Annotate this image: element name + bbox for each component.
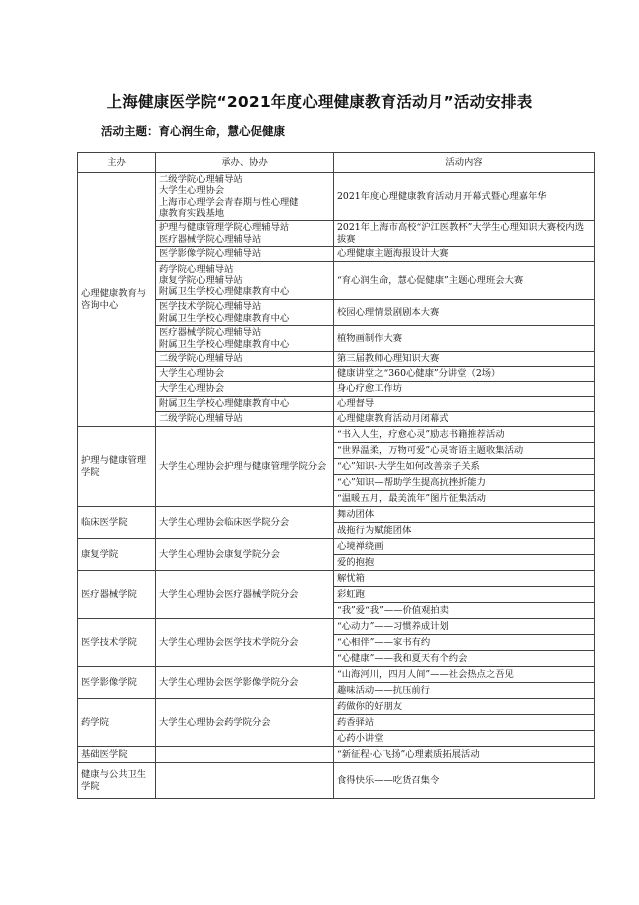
main-organizer: 心理健康教育与咨询中心: [78, 173, 156, 427]
activity: “心”知识-大学生如何改善亲子关系: [334, 459, 595, 475]
activity: 植物画制作大赛: [334, 326, 595, 352]
activity: 彩虹跑: [334, 587, 595, 603]
table-header-row: [78, 153, 595, 173]
activity: 身心疗愈工作坊: [334, 382, 595, 397]
activity: 心药小讲堂: [334, 731, 595, 747]
table-row: [78, 507, 595, 523]
co-organizer: 医学技术学院心理辅导站 附属卫生学校心理健康教育中心: [156, 300, 334, 326]
co-organizer: 二级学院心理辅导站: [156, 352, 334, 367]
activity: “我”爱“我”——价值观拍卖: [334, 603, 595, 619]
activity-theme: 活动主题：育心润生命，慧心促健康: [101, 124, 285, 138]
main-organizer: 基础医学院: [78, 747, 156, 763]
activity: “山海河川，四月人间”——社会热点之吾见: [334, 667, 595, 683]
activity: 解忧箱: [334, 571, 595, 587]
header-activity: 活动内容: [334, 153, 595, 173]
table-row: [78, 262, 595, 300]
table-row: [78, 247, 595, 262]
table-row: [78, 427, 595, 443]
main-organizer: 医学影像学院: [78, 667, 156, 699]
table-row: [78, 619, 595, 635]
table-row: [78, 173, 595, 221]
header-co: 承办、协办: [156, 153, 334, 173]
table-row: [78, 699, 595, 715]
co-organizer: 护理与健康管理学院心理辅导站 医疗器械学院心理辅导站: [156, 221, 334, 247]
table-row: [78, 397, 595, 412]
activity: “心健康”——我和夏天有个约会: [334, 651, 595, 667]
activity: 心理健康教育活动月闭幕式: [334, 412, 595, 427]
activity: 心理健康主题海报设计大赛: [334, 247, 595, 262]
co-organizer: 药学院心理辅导站 康复学院心理辅导站 附属卫生学校心理健康教育中心: [156, 262, 334, 300]
header-main: 主办: [78, 153, 156, 173]
co-organizer: 二级学院心理辅导站 大学生心理协会 上海市心理学会青春期与性心理健 康教育实践基地: [156, 173, 334, 221]
co-organizer: 大学生心理协会: [156, 367, 334, 382]
activity: 舞动团体: [334, 507, 595, 523]
table-row: [78, 747, 595, 763]
activity: 健康讲堂之“360心健康”分讲堂（2场）: [334, 367, 595, 382]
table-row: [78, 300, 595, 326]
co-organizer: 医疗器械学院心理辅导站 附属卫生学校心理健康教育中心: [156, 326, 334, 352]
co-organizer: [156, 763, 334, 799]
table-row: [78, 539, 595, 555]
main-organizer: 康复学院: [78, 539, 156, 571]
co-organizer: 大学生心理协会临床医学院分会: [156, 507, 334, 539]
activity: “心”知识—帮助学生提高抗挫折能力: [334, 475, 595, 491]
main-organizer: 医学技术学院: [78, 619, 156, 667]
activity: 心境禅绕画: [334, 539, 595, 555]
co-organizer: 医学影像学院心理辅导站: [156, 247, 334, 262]
page-title: 上海健康医学院“2021年度心理健康教育活动月”活动安排表: [106, 93, 533, 111]
table-row: [78, 221, 595, 247]
activity: 药做你的好朋友: [334, 699, 595, 715]
co-organizer: 大学生心理协会医疗器械学院分会: [156, 571, 334, 619]
table-row: [78, 763, 595, 799]
main-organizer: 护理与健康管理学院: [78, 427, 156, 507]
table-row: [78, 367, 595, 382]
schedule-table: [77, 152, 595, 799]
co-organizer: 大学生心理协会医学影像学院分会: [156, 667, 334, 699]
co-organizer: [156, 747, 334, 763]
activity: 食得快乐——吃货召集令: [334, 763, 595, 799]
activity: 爱的抱抱: [334, 555, 595, 571]
activity: 2021年度心理健康教育活动月开幕式暨心理嘉年华: [334, 173, 595, 221]
activity: “温暖五月，最美流年”图片征集活动: [334, 491, 595, 507]
activity: 趣味活动——抗压前行: [334, 683, 595, 699]
main-organizer: 健康与公共卫生学院: [78, 763, 156, 799]
co-organizer: 大学生心理协会护理与健康管理学院分会: [156, 427, 334, 507]
table-row: [78, 382, 595, 397]
table-row: [78, 326, 595, 352]
activity: 战拖行为赋能团体: [334, 523, 595, 539]
table-row: [78, 352, 595, 367]
main-organizer: 医疗器械学院: [78, 571, 156, 619]
table-row: [78, 571, 595, 587]
main-organizer: 药学院: [78, 699, 156, 747]
activity: 2021年上海市高校“沪江医教杯”大学生心理知识大赛校内选拔赛: [334, 221, 595, 247]
activity: “心相伴”——家书有约: [334, 635, 595, 651]
activity: 心理督导: [334, 397, 595, 412]
activity: “新征程·心飞扬”心理素质拓展活动: [334, 747, 595, 763]
co-organizer: 大学生心理协会: [156, 382, 334, 397]
activity: “育心润生命，慧心促健康”主题心理班会大赛: [334, 262, 595, 300]
main-organizer: 临床医学院: [78, 507, 156, 539]
co-organizer: 二级学院心理辅导站: [156, 412, 334, 427]
activity: “心动力”——习惯养成计划: [334, 619, 595, 635]
activity: “世界温柔，万物可爱”心灵寄语主题收集活动: [334, 443, 595, 459]
co-organizer: 大学生心理协会药学院分会: [156, 699, 334, 747]
co-organizer: 大学生心理协会康复学院分会: [156, 539, 334, 571]
activity: 药香驿站: [334, 715, 595, 731]
co-organizer: 大学生心理协会医学技术学院分会: [156, 619, 334, 667]
co-organizer: 附属卫生学校心理健康教育中心: [156, 397, 334, 412]
table-row: [78, 667, 595, 683]
activity: “书入人生，疗愈心灵”励志书籍推荐活动: [334, 427, 595, 443]
table-row: [78, 412, 595, 427]
activity: 第三届教师心理知识大赛: [334, 352, 595, 367]
activity: 校园心理情景剧剧本大赛: [334, 300, 595, 326]
